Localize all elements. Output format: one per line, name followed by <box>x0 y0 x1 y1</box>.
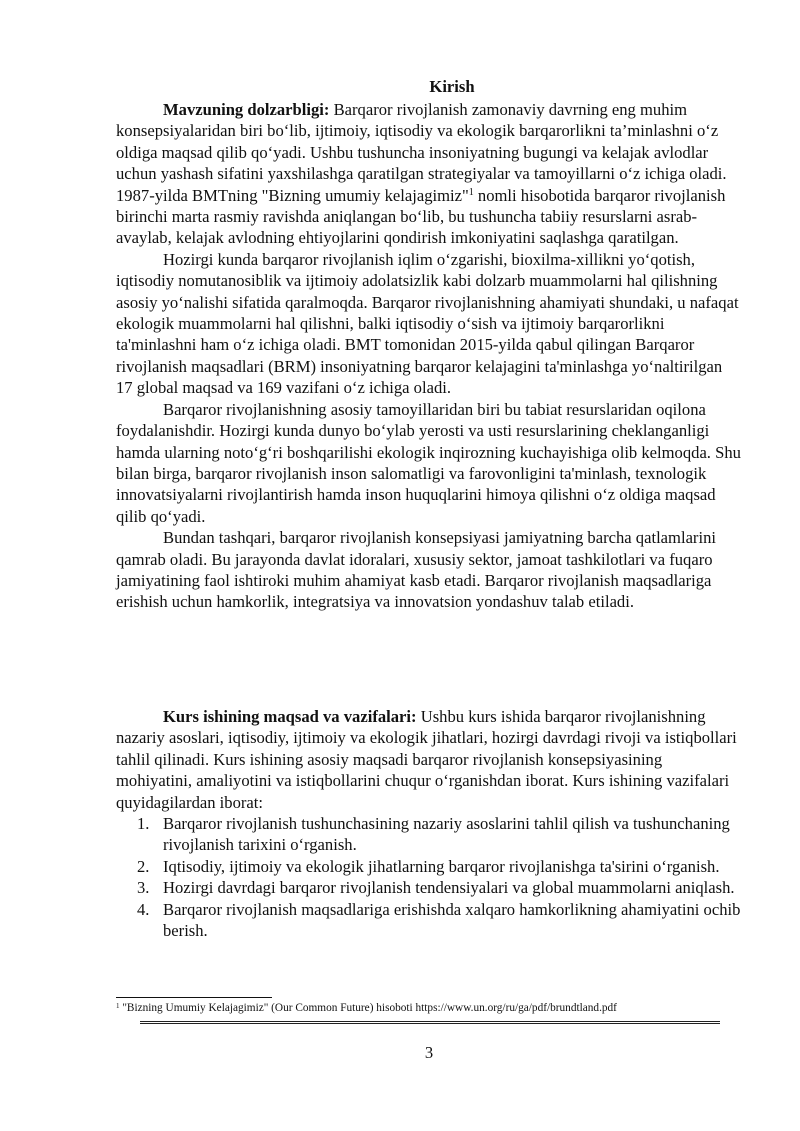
list-item <box>116 899 742 942</box>
body-paragraph-3: Bundan tashqari, barqaror rivojlanish konsepsiyasi jamiyatning barcha qatlamlarini qamrab oladi. Bu jarayonda davlat idoralari, xususiy sektor, jamoat tashkilotlari va fuqaro jamiyatining faol ishtiroki muhim ahamiyat kasb etadi. Barqaror rivojlanish maqsadlariga erishish uchun hamkorlik, integratsiya va innovatsion yondashuv talab etiladi. <box>116 528 716 612</box>
goals-lead: Kurs ishining maqsad va vazifalari: <box>163 707 417 726</box>
list-item <box>116 877 742 898</box>
tasks-list <box>116 813 742 941</box>
list-item-number: 4. <box>137 899 150 919</box>
goals-block <box>116 706 742 813</box>
list-item <box>116 856 742 877</box>
intro-paragraph <box>116 99 742 249</box>
footnote-reference[interactable]: 1 <box>468 186 474 198</box>
intro-text-part2: nomli hisobotida barqaror rivojlanish birinchi marta rasmiy ravishda aniqlangan bo‘lib, bu tushuncha tabiiy resurslarni asrab-avaylab, kelajak avlodning ehtiyojlarini qondirish imkoniyatini saqlashga qaratilgan. <box>116 185 726 248</box>
list-item-text: Barqaror rivojlanish tushunchasining nazariy asoslarini tahlil qilish va tushunchaning rivojlanish tarixini o‘rganish. <box>163 814 730 855</box>
footnote <box>116 1001 756 1015</box>
footer-double-rule <box>140 1021 720 1024</box>
section-heading: Kirish <box>429 77 475 96</box>
list-item-number: 3. <box>137 878 150 898</box>
page-number: 3 <box>424 1043 434 1062</box>
body-paragraph-2: Barqaror rivojlanishning asosiy tamoyillaridan biri bu tabiat resurslaridan oqilona foydalanishdir. Hozirgi kunda dunyo bo‘ylab yerosti va usti resurslarining cheklanganligi hamda ularning noto‘g‘ri boshqarilishi ekologik inqirozning kuchayishiga olib kelmoqda. Shu bilan birga, barqaror rivojlanish inson salomatligi va farovonligini ta'minlash, texnologik innovatsiyalarni rivojlantirish hamda inson huquqlarini himoya qilishni o‘z oldiga maqsad qilib qo‘yadi. <box>116 399 741 526</box>
goals-paragraph <box>116 706 742 813</box>
goals-text: Ushbu kurs ishida barqaror rivojlanishning nazariy asoslari, iqtisodiy, ijtimoiy va ekologik jihatlari, hozirgi davrdagi rivoji va istiqbollari tahlil qilinadi. Kurs ishining asosiy maqsadi barqaror rivojlanish konsepsiyasining mohiyatini, amaliyotini va istiqbollarini chuqur o‘rganishdan iborat. Kurs ishining vazifalari quyidagilardan iborat: <box>116 707 737 812</box>
intro-block <box>116 99 742 613</box>
footnote-mark: 1 <box>116 1002 120 1010</box>
list-item <box>116 813 742 856</box>
list-item-number: 1. <box>137 814 150 833</box>
intro-text-part1: Barqaror rivojlanish zamonaviy davrning eng muhim konsepsiyalaridan biri bo‘lib, ijtimoiy, iqtisodiy va ekologik barqarorlikni ta’minlashni o‘z oldiga maqsad qilib qo‘yadi. Ushbu tushuncha insoniyatning bugungi va kelajak avlodlar uchun yashash sifatini yaxshilashga qaratilgan strategiyalar va tamoyillarni o‘z ichiga oladi. 1987-yilda BMTning "Bizning umumiy kelajagimiz" <box>116 100 727 205</box>
list-item-number: 2. <box>137 856 150 876</box>
body-paragraph-1: Hozirgi kunda barqaror rivojlanish iqlim o‘zgarishi, bioxilma-xillikni yo‘qotish, iqtisodiy nomutanosiblik va ijtimoiy adolatsizlik kabi dolzarb muammolarni hal qilishning asosiy yo‘nalishi sifatida qaralmoqda. Barqaror rivojlanishning ahamiyati shundaki, u nafaqat ekologik muammolarni hal qilishni, balki iqtisodiy o‘sish va ijtimoiy barqarorlikni ta'minlashni ham o‘z ichiga oladi. BMT tomonidan 2015-yilda qabul qilingan Barqaror rivojlanish maqsadlari (BRM) insoniyatning barqaror kelajagini ta'minlashga yo‘naltirilgan 17 global maqsad va 169 vazifani o‘z ichiga oladi. <box>116 249 739 398</box>
list-item-text: Iqtisodiy, ijtimoiy va ekologik jihatlarning barqaror rivojlanishga ta'sirini o‘rganish. <box>163 856 720 876</box>
list-item-text: Barqaror rivojlanish maqsadlariga erishishda xalqaro hamkorlikning ahamiyatini ochib berish. <box>163 899 741 941</box>
footnote-text[interactable]: "Bizning Umumiy Kelajagimiz" (Our Common Future) hisoboti https://www.un.org/ru/ga/pdf/brundtland.pdf <box>119 1002 617 1014</box>
list-item-text: Hozirgi davrdagi barqaror rivojlanish tendensiyalari va global muammolarni aniqlash. <box>163 878 735 898</box>
intro-lead: Mavzuning dolzarbligi: <box>163 100 330 119</box>
footnote-separator <box>116 997 272 998</box>
